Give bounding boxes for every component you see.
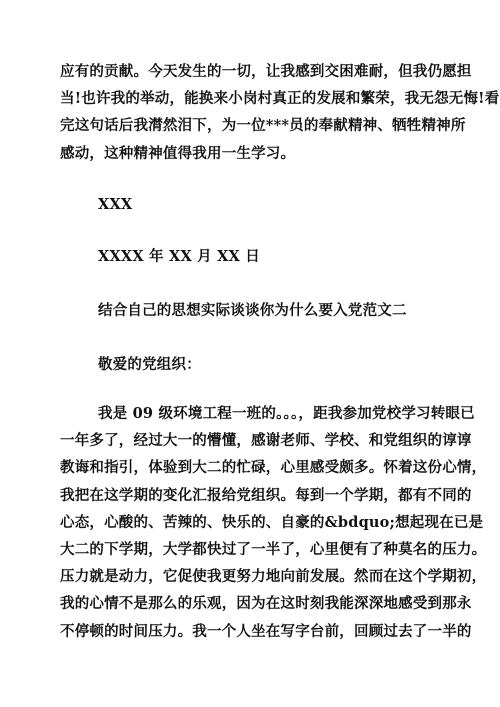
paragraph-closing — [60, 58, 500, 167]
paragraph-line: 完这句话后我潸然泪下，为一位***员的奉献精神、牺牲精神所 — [60, 117, 466, 135]
paragraph-line: 教诲和指引，体验到大二的忙碌，心里感受颇多。怀着这份心情， — [60, 459, 487, 477]
paragraph-body — [60, 400, 487, 645]
signature-date-text: XXXX 年 XX 月 XX 日 — [98, 248, 260, 265]
paragraph-line: 我是 09 级环境工程一班的。。。，距我参加党校学习转眼已 — [98, 405, 475, 422]
salutation-text: 敬爱的党组织： — [98, 356, 201, 373]
paragraph-line: 大二的下学期，大学都快过了一半了，心里便有了种莫名的压力。 — [60, 540, 487, 558]
paragraph-line: 当!也许我的举动，能换来小岗村真正的发展和繁荣，我无怨无悔!看 — [60, 90, 500, 108]
signature-date — [98, 243, 488, 270]
paragraph-line: 我的心情不是那么的乐观，因为在这时刻我能深深地感受到那永 — [60, 595, 472, 613]
section-title — [98, 297, 488, 324]
paragraph-line: 感动，这种精神值得我用一生学习。 — [60, 144, 296, 162]
paragraph-line: 心态，心酸的、苦辣的、快乐的、自豪的&bdquo;想起现在已是 — [60, 513, 484, 531]
signature-name — [98, 191, 488, 218]
paragraph-line: 不停顿的时间压力。我一个人坐在写字台前，回顾过去了一半的 — [60, 622, 472, 640]
salutation — [98, 351, 488, 378]
section-title-text: 结合自己的思想实际谈谈你为什么要入党范文二 — [98, 302, 407, 319]
paragraph-line: 一年多了，经过大一的懵懂，感谢老师、学校、和党组织的谆谆 — [60, 432, 472, 450]
signature-name-text: XXX — [98, 196, 133, 213]
paragraph-line: 压力就是动力，它促使我更努力地向前发展。然而在这个学期初， — [60, 568, 487, 586]
paragraph-line: 我把在这学期的变化汇报给党组织。每到一个学期，都有不同的 — [60, 486, 472, 504]
paragraph-line: 应有的贡献。今天发生的一切，让我感到交困难耐，但我仍愿担 — [60, 63, 472, 80]
